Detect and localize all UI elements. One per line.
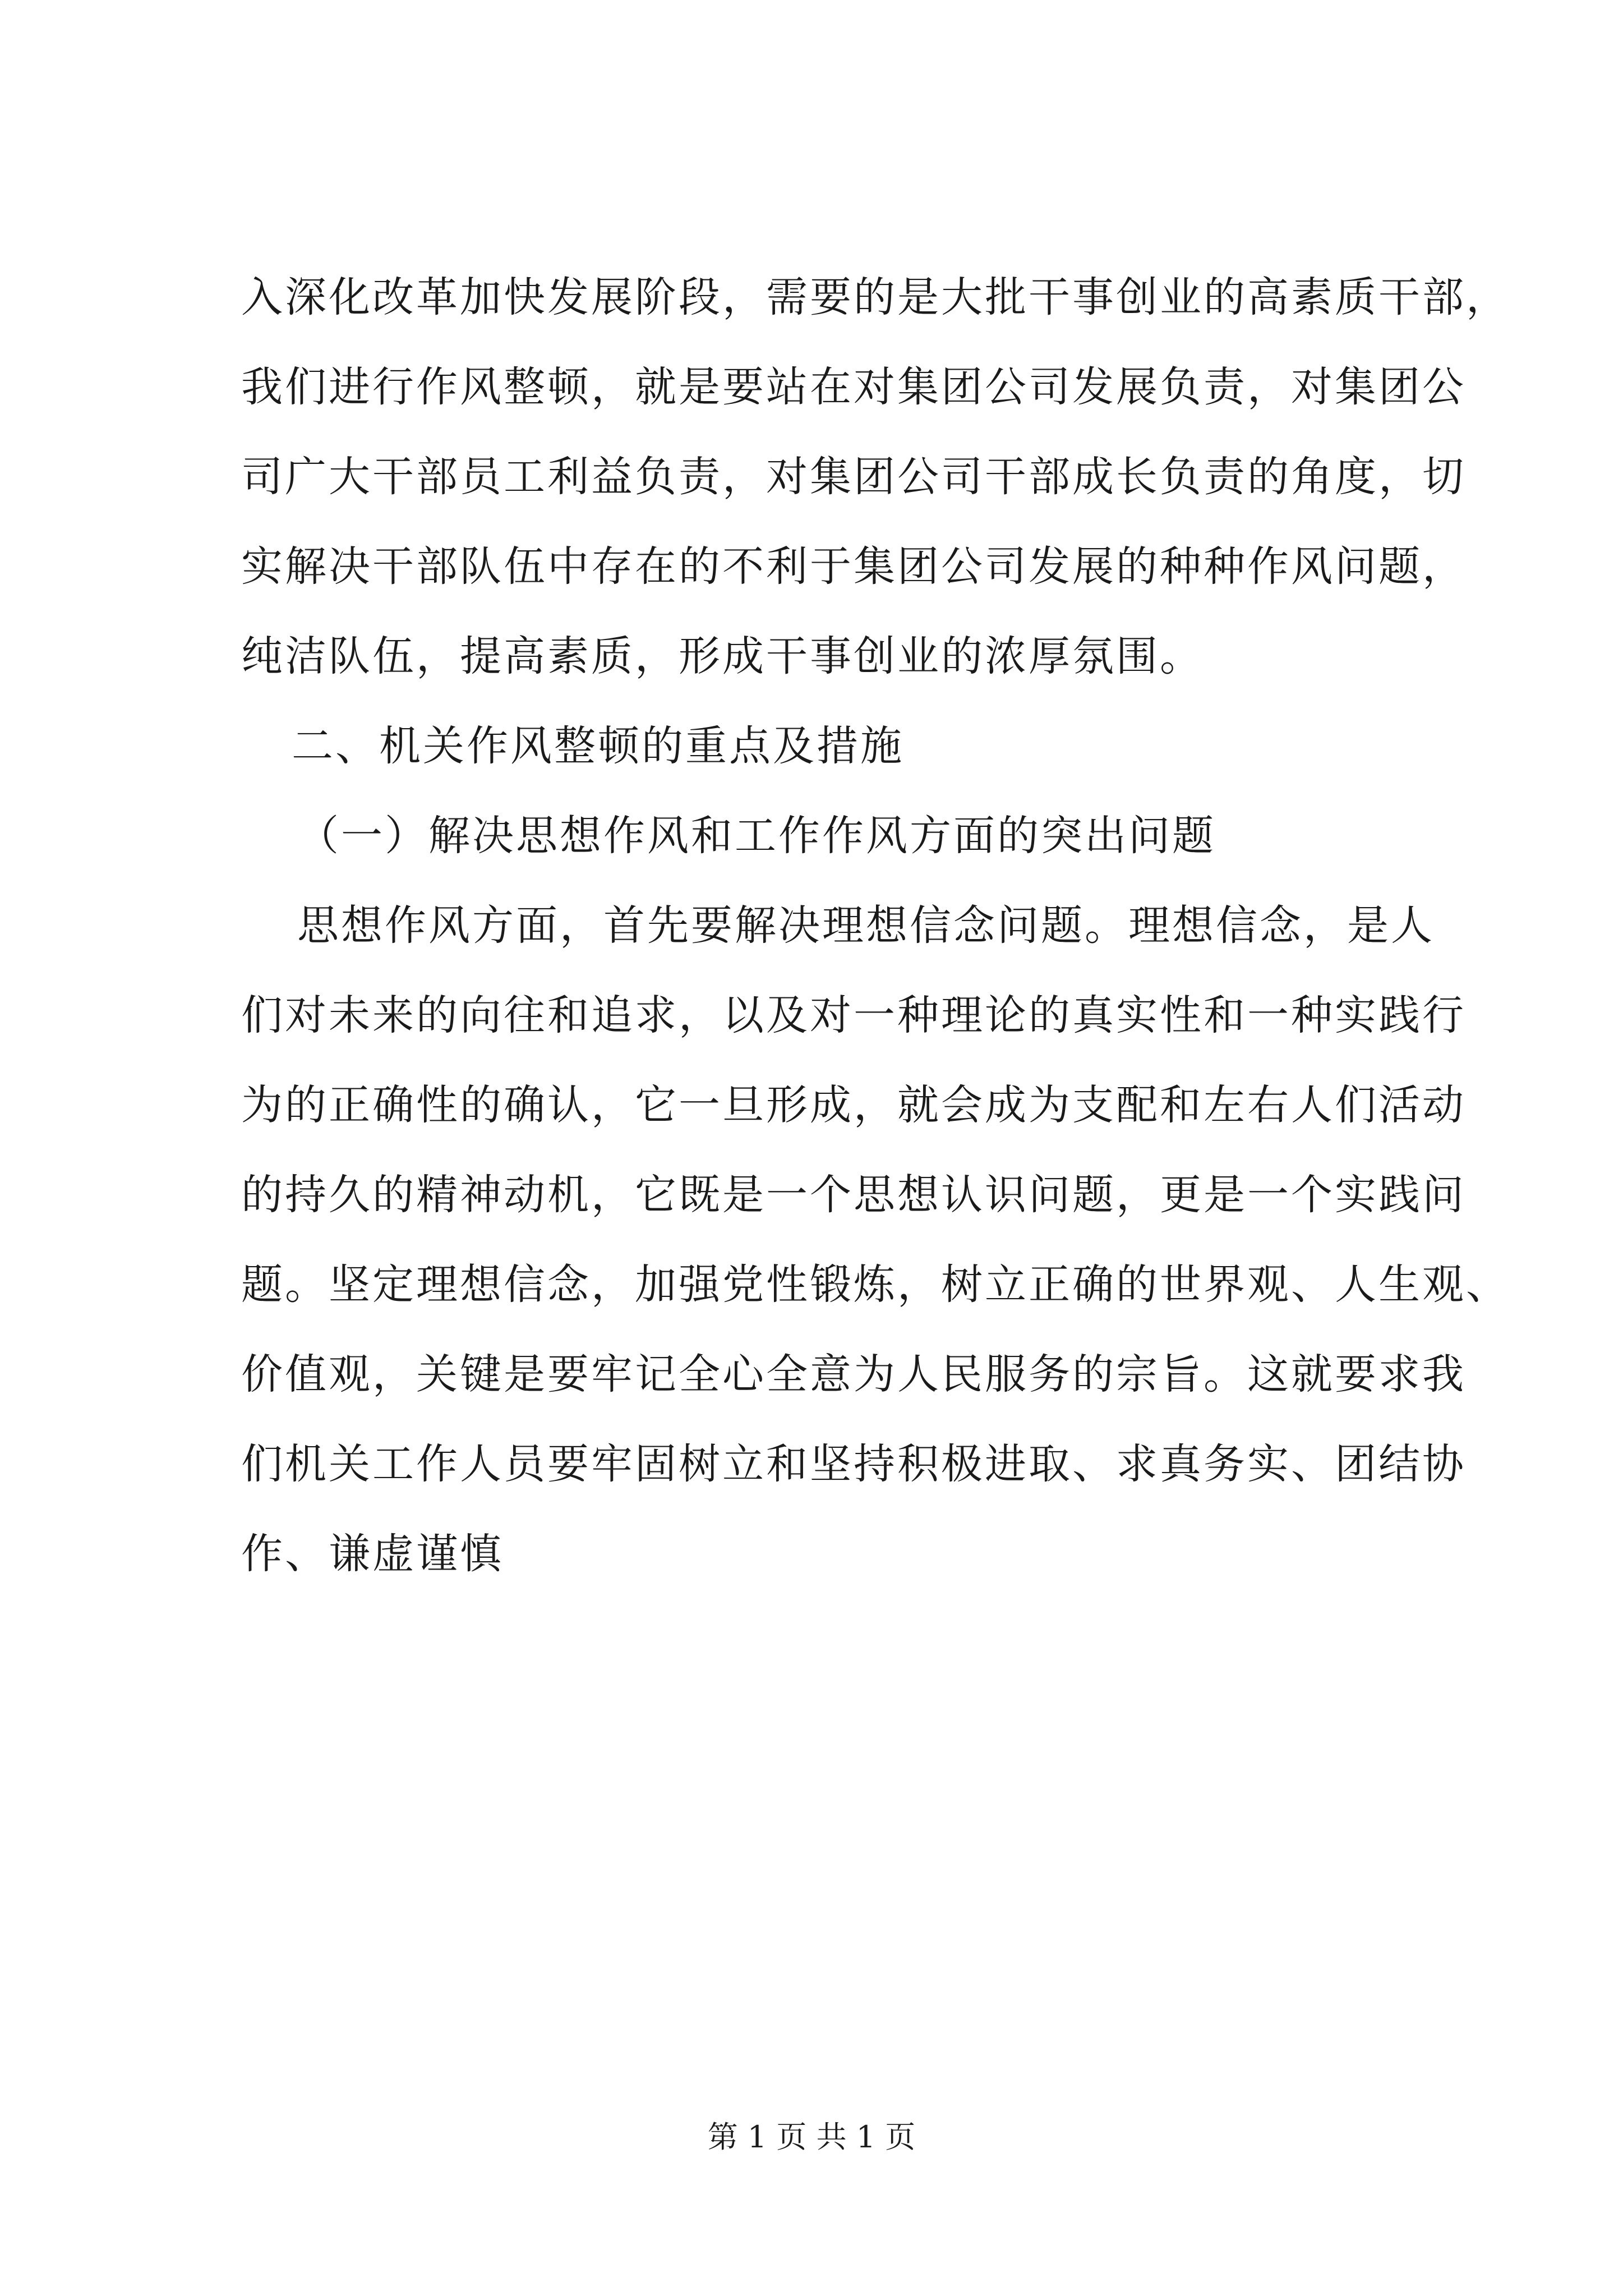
body-text-line: 实解决干部队伍中存在的不利于集团公司发展的种种作风问题， [241,542,1466,591]
page-number-footer: 第 1 页 共 1 页 [707,2119,916,2155]
body-text-line: 们机关工作人员要牢固树立和坚持积极进取、求真务实、团结协 [241,1440,1466,1488]
section-heading: 二、机关作风整顿的重点及措施 [292,722,904,770]
body-text-line: 为的正确性的确认，它一旦形成，就会成为支配和左右人们活动 [241,1081,1466,1129]
body-text-line: 们对未来的向往和追求，以及对一种理论的真实性和一种实践行 [241,991,1466,1039]
body-text-line: 作、谦虚谨慎 [241,1530,504,1578]
body-text-line: 的持久的精神动机，它既是一个思想认识问题，更是一个实践问 [241,1171,1466,1219]
body-text-line: 入深化改革加快发展阶段，需要的是大批干事创业的高素质干部， [241,273,1510,321]
subsection-heading: （一）解决思想作风和工作作风方面的突出问题 [297,812,1216,860]
body-text-line: 思想作风方面，首先要解决理想信念问题。理想信念，是人 [297,901,1435,950]
body-text-line: 题。坚定理想信念，加强党性锻炼，树立正确的世界观、人生观、 [241,1260,1510,1309]
body-text-line: 价值观，关键是要牢记全心全意为人民服务的宗旨。这就要求我 [241,1350,1466,1398]
body-text-line: 纯洁队伍，提高素质，形成干事创业的浓厚氛围。 [241,632,1204,680]
body-text-line: 我们进行作风整顿，就是要站在对集团公司发展负责，对集团公 [241,363,1466,411]
body-text-line: 司广大干部员工利益负责，对集团公司干部成长负责的角度，切 [241,453,1466,501]
